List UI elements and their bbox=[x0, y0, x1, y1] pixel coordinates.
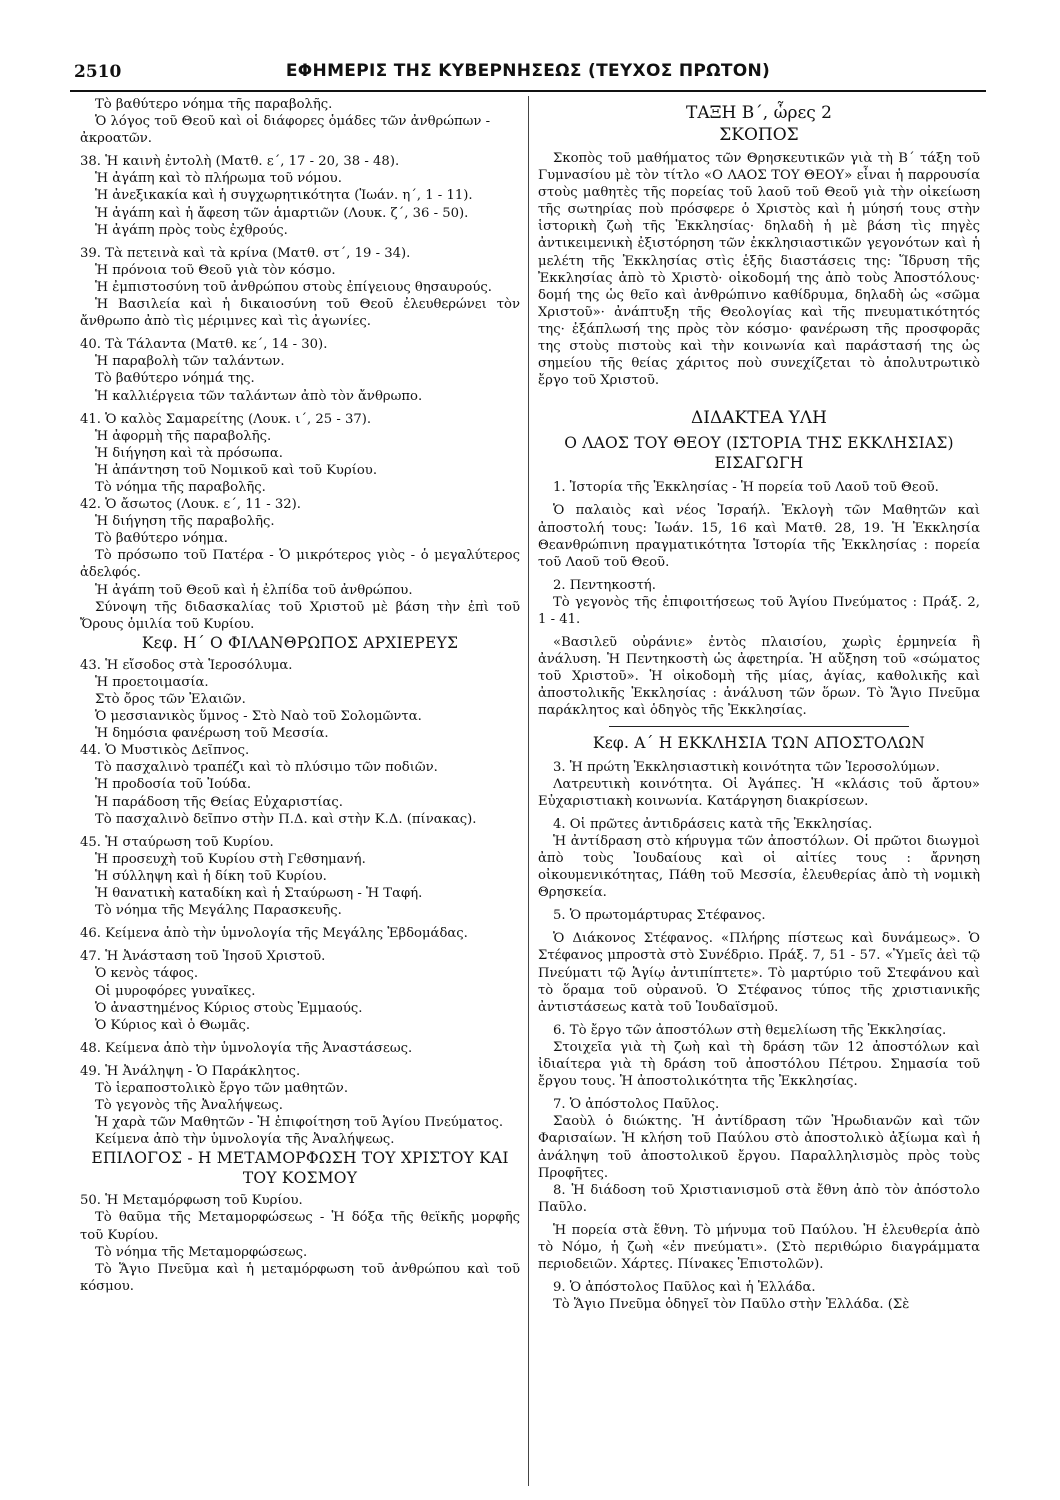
text-line: Τὸ Ἅγιο Πνεῦμα καὶ ἡ μεταμόρφωση τοῦ ἀνθρώπου καὶ τοῦ κόσμου. bbox=[80, 1261, 520, 1294]
text-line: Ἡ ἀγάπη καὶ ἡ ἄφεση τῶν ἁμαρτιῶν (Λουκ. ζ΄, 36 - 50). bbox=[95, 205, 469, 221]
text-line: Τὸ γεγονὸς τῆς Ἀναλήψεως. bbox=[95, 1098, 283, 1114]
item-heading-5: 5. Ὁ πρωτομάρτυρας Στέφανος. bbox=[553, 908, 766, 924]
introduction-heading: ΕΙΣΑΓΩΓΗ bbox=[714, 454, 804, 473]
text-line: Ὁ Κύριος καὶ ὁ Θωμᾶς. bbox=[95, 1017, 251, 1033]
class-heading: ΤΑΞΗ Β΄, ὧρες 2 bbox=[685, 103, 832, 123]
paragraph: Ὁ Διάκονος Στέφανος. «Πλήρης πίστεως καὶ δυνάμεως». Ὁ Στέφανος μπροστὰ στὸ Συνέδριο. Πράξ. 7, 51 - 57. «Ὑμεῖς ἀεὶ τῷ Πνεύματι τῷ Ἁγίῳ ἀντιπίπτετε». Τὸ μαρτύριο τοῦ Στεφάνου καὶ τὸ ὅραμα τοῦ οὐρανοῦ. Ὁ Στέφανος τύπος τῆς χριστιανικῆς ἀντιστάσεως κατὰ τοῦ Ἰουδαϊσμοῦ. bbox=[538, 931, 980, 1015]
text-line: Ἡ σύλληψη καὶ ἡ δίκη τοῦ Κυρίου. bbox=[95, 868, 327, 884]
column-divider bbox=[528, 96, 529, 1486]
text-line: Ὁ ἀναστημένος Κύριος στοὺς Ἐμμαούς. bbox=[95, 1000, 363, 1016]
text-line: Ἡ παράδοση τῆς Θείας Εὐχαριστίας. bbox=[95, 794, 343, 810]
text-line: Ἡ ἀφορμὴ τῆς παραβολῆς. bbox=[95, 428, 272, 444]
text-line: Ἡ Βασιλεία καὶ ἡ δικαιοσύνη τοῦ Θεοῦ ἐλευθερώνει τὸν ἄνθρωπο ἀπὸ τὶς μέριμνες καὶ τὶς ἀγωνίες. bbox=[80, 297, 520, 330]
item-heading-41: 41. Ὁ καλὸς Σαμαρείτης (Λουκ. ι΄, 25 - 37). bbox=[80, 411, 372, 427]
text-line: Τὸ βαθύτερο νόημα τῆς παραβολῆς. bbox=[95, 97, 333, 112]
page-number: 2510 bbox=[74, 62, 122, 82]
text-line: Τὸ πρόσωπο τοῦ Πατέρα - Ὁ μικρότερος γιὸς - ὁ μεγαλύτερος ἀδελφός. bbox=[80, 548, 520, 581]
item-heading-1: 1. Ἱστορία τῆς Ἐκκλησίας - Ἡ πορεία τοῦ Λαοῦ τοῦ Θεοῦ. bbox=[553, 480, 939, 496]
text-line: Τὸ βαθύτερο νόημά της. bbox=[95, 371, 255, 387]
paragraph: «Βασιλεῦ οὐράνιε» ἐντὸς πλαισίου, χωρὶς ἑρμηνεία ἢ ἀνάλυση. Ἡ Πεντηκοστὴ ὡς ἀφετηρία. Ἡ αὔξηση τοῦ «σώματος τοῦ Χριστοῦ». Ἡ οἰκοδομὴ τῆς μίας, ἁγίας, καθολικῆς καὶ ἀποστολικῆς Ἐκκλησίας : ἀνάλυση τῶν ὅρων. Τὸ Ἅγιο Πνεῦμα παράκλητος καὶ ὁδηγὸς τῆς Ἐκκλησίας. bbox=[538, 635, 980, 719]
paragraph: Σαοὺλ ὁ διώκτης. Ἡ ἀντίδραση τῶν Ἡρωδιανῶν καὶ τῶν Φαρισαίων. Ἡ κλήση τοῦ Παύλου στὸ ἀποστολικὸ ἀξίωμα καὶ ἡ ἀνάληψη τοῦ ἀποστολικοῦ ἔργου. Παραλληλισμὸς πρὸς τοὺς Προφῆτες. bbox=[538, 1114, 980, 1181]
text-line: Τὸ νόημα τῆς Μεγάλης Παρασκευῆς. bbox=[95, 903, 342, 919]
item-heading-44: 44. Ὁ Μυστικὸς Δεῖπνος. bbox=[80, 743, 250, 759]
epilogue-heading: ΕΠΙΛΟΓΟΣ - Η ΜΕΤΑΜΟΡΦΩΣΗ ΤΟΥ ΧΡΙΣΤΟΥ ΚΑΙ ΤΟΥ ΚΟΣΜΟΥ bbox=[91, 1149, 509, 1188]
text-line: Ἡ ἀγάπη πρὸς τοὺς ἐχθρούς. bbox=[95, 222, 288, 238]
paragraph: Τὸ γεγονὸς τῆς ἐπιφοιτήσεως τοῦ Ἁγίου Πνεύματος : Πράξ. 2, 1 - 41. bbox=[538, 594, 980, 627]
item-heading-8: 8. Ἡ διάδοση τοῦ Χριστιανισμοῦ στὰ ἔθνη ἀπὸ τὸν ἀπόστολο Παῦλο. bbox=[538, 1182, 980, 1215]
course-title: Ο ΛΑΟΣ ΤΟΥ ΘΕΟΥ (ΙΣΤΟΡΙΑ ΤΗΣ ΕΚΚΛΗΣΙΑΣ) bbox=[564, 434, 954, 453]
text-line: Τὸ θαῦμα τῆς Μεταμορφώσεως - Ἡ δόξα τῆς θεϊκῆς μορφῆς τοῦ Κυρίου. bbox=[80, 1210, 520, 1243]
section-rule bbox=[609, 726, 909, 727]
text-line: Στὸ ὄρος τῶν Ἐλαιῶν. bbox=[95, 692, 246, 707]
text-line: Ὁ μεσσιανικὸς ὕμνος - Στὸ Ναὸ τοῦ Σολομῶντα. bbox=[95, 709, 422, 725]
item-heading-45: 45. Ἡ σταύρωση τοῦ Κυρίου. bbox=[80, 834, 274, 850]
text-line: Ὁ κενὸς τάφος. bbox=[95, 966, 199, 982]
text-line: Ἡ ἐμπιστοσύνη τοῦ ἀνθρώπου στοὺς ἐπίγειους θησαυρούς. bbox=[95, 279, 492, 295]
paragraph: Ὁ παλαιὸς καὶ νέος Ἰσραήλ. Ἐκλογὴ τῶν Μαθητῶν καὶ ἀποστολή τους: Ἰωάν. 15, 16 καὶ Ματθ. 28, 19. Ἡ Ἐκκλησία Θεανθρώπινη πραγματικότητα Ἱστορία τῆς Ἐκκλησίας : πορεία τοῦ Λαοῦ τοῦ Θεοῦ. bbox=[538, 503, 980, 570]
text-line: Οἱ μυροφόρες γυναῖκες. bbox=[95, 983, 256, 999]
text-line: Τὸ ἱεραποστολικὸ ἔργο τῶν μαθητῶν. bbox=[95, 1080, 349, 1096]
gazette-title: ΕΦΗΜΕΡΙΣ ΤΗΣ ΚΥΒΕΡΝΗΣΕΩΣ (ΤΕΥΧΟΣ ΠΡΩΤΟΝ) bbox=[285, 61, 771, 81]
text-line: Ἡ προετοιμασία. bbox=[95, 674, 209, 690]
item-heading-50: 50. Ἡ Μεταμόρφωση τοῦ Κυρίου. bbox=[80, 1193, 303, 1209]
text-line: Ἡ ἀπάντηση τοῦ Νομικοῦ καὶ τοῦ Κυρίου. bbox=[95, 462, 378, 478]
item-heading-40: 40. Τὰ Τάλαντα (Ματθ. κε΄, 14 - 30). bbox=[80, 337, 328, 353]
item-heading-39: 39. Τὰ πετεινὰ καὶ τὰ κρίνα (Ματθ. στ΄, 19 - 34). bbox=[80, 245, 411, 261]
paragraph: Στοιχεῖα γιὰ τὴ ζωὴ καὶ τὴ δράση τῶν 12 ἀποστόλων καὶ ἰδιαίτερα γιὰ τὴ δράση τοῦ ἀποστόλου Πέτρου. Σημασία τοῦ ἔργου τους. Ἡ ἀποστολικότητα τῆς Ἐκκλησίας. bbox=[538, 1039, 980, 1090]
text-line: Ἡ χαρὰ τῶν Μαθητῶν - Ἡ ἐπιφοίτηση τοῦ Ἁγίου Πνεύματος. bbox=[95, 1115, 504, 1131]
paragraph: Τὸ Ἅγιο Πνεῦμα ὁδηγεῖ τὸν Παῦλο στὴν Ἑλλάδα. (Σὲ bbox=[553, 1297, 910, 1313]
item-heading-9: 9. Ὁ ἀπόστολος Παῦλος καὶ ἡ Ἑλλάδα. bbox=[553, 1280, 816, 1296]
paragraph: Λατρευτικὴ κοινότητα. Οἱ Ἀγάπες. Ἡ «κλάσις τοῦ ἄρτου» Εὐχαριστιακὴ κοινωνία. Κατάργηση διακρίσεων. bbox=[538, 776, 980, 809]
text-line: Ἡ ἀγάπη καὶ τὸ πλήρωμα τοῦ νόμου. bbox=[95, 171, 342, 187]
text-line: Τὸ πασχαλινὸ τραπέζι καὶ τὸ πλύσιμο τῶν ποδιῶν. bbox=[95, 760, 438, 776]
item-heading-2: 2. Πεντηκοστή. bbox=[553, 577, 656, 593]
text-line: Ὁ λόγος τοῦ Θεοῦ καὶ οἱ διάφορες ὁμάδες τῶν ἀνθρώπων - ἀκροατῶν. bbox=[80, 114, 491, 147]
item-heading-46: 46. Κείμενα ἀπὸ τὴν ὑμνολογία τῆς Μεγάλης Ἑβδομάδας. bbox=[80, 926, 468, 942]
header-rule bbox=[70, 90, 986, 92]
purpose-heading: ΣΚΟΠΟΣ bbox=[719, 125, 799, 145]
item-heading-6: 6. Τὸ ἔργο τῶν ἀποστόλων στὴ θεμελίωση τῆς Ἐκκλησίας. bbox=[553, 1022, 947, 1038]
text-line: Ἡ διήγηση τῆς παραβολῆς. bbox=[95, 514, 275, 530]
text-line: Τὸ πασχαλινὸ δεῖπνο στὴν Π.Δ. καὶ στὴν Κ.Δ. (πίνακας). bbox=[95, 811, 477, 827]
text-line: Ἡ διήγηση καὶ τὰ πρόσωπα. bbox=[95, 445, 283, 461]
right-column bbox=[538, 96, 980, 1313]
chapter-heading-8: Κεφ. Η΄ Ο ΦΙΛΑΝΘΡΩΠΟΣ ΑΡΧΙΕΡΕΥΣ bbox=[141, 633, 459, 652]
item-heading-47: 47. Ἡ Ἀνάσταση τοῦ Ἰησοῦ Χριστοῦ. bbox=[80, 949, 326, 965]
item-heading-38: 38. Ἡ καινὴ ἐντολὴ (Ματθ. ε΄, 17 - 20, 38 - 48). bbox=[80, 154, 400, 170]
text-line: Τὸ βαθύτερο νόημα. bbox=[95, 531, 228, 547]
text-line: Ἡ θανατικὴ καταδίκη καὶ ἡ Σταύρωση - Ἡ Ταφή. bbox=[95, 886, 423, 902]
page-header bbox=[70, 58, 986, 88]
text-line: Ἡ ἀγάπη τοῦ Θεοῦ καὶ ἡ ἐλπίδα τοῦ ἀνθρώπου. bbox=[95, 582, 413, 598]
text-line: Σύνοψη τῆς διδασκαλίας τοῦ Χριστοῦ μὲ βάση τὴν ἐπὶ τοῦ Ὄρους ὁμιλία τοῦ Κυρίου. bbox=[80, 599, 520, 632]
text-line: Κείμενα ἀπὸ τὴν ὑμνολογία τῆς Ἀναλήψεως. bbox=[95, 1132, 395, 1148]
syllabus-heading: ΔΙΔΑΚΤΕΑ ΥΛΗ bbox=[691, 408, 827, 429]
text-line: Ἡ καλλιέργεια τῶν ταλάντων ἀπὸ τὸν ἄνθρωπο. bbox=[95, 388, 423, 404]
left-column bbox=[80, 96, 520, 1295]
text-line: Ἡ προσευχὴ τοῦ Κυρίου στὴ Γεθσημανή. bbox=[95, 851, 366, 867]
item-heading-4: 4. Οἱ πρῶτες ἀντιδράσεις κατὰ τῆς Ἐκκλησίας. bbox=[553, 816, 873, 832]
item-heading-7: 7. Ὁ ἀπόστολος Παῦλος. bbox=[553, 1097, 720, 1113]
text-line: Ἡ ἀνεξικακία καὶ ἡ συγχωρητικότητα (Ἰωάν. η΄, 1 - 11). bbox=[95, 188, 473, 204]
item-heading-42: 42. Ὁ ἄσωτος (Λουκ. ε΄, 11 - 32). bbox=[80, 497, 301, 513]
text-line: Τὸ νόημα τῆς παραβολῆς. bbox=[95, 479, 266, 495]
text-line: Ἡ πρόνοια τοῦ Θεοῦ γιὰ τὸν κόσμο. bbox=[95, 262, 336, 278]
paragraph: Ἡ πορεία στὰ ἔθνη. Τὸ μήνυμα τοῦ Παύλου. Ἡ ἐλευθερία ἀπὸ τὸ Νόμο, ἡ ζωὴ «ἐν πνεύματι». (Στὸ περιθώριο διαγράμματα περιοδειῶν. Χάρτες. Πίνακες Ἐπιστολῶν). bbox=[538, 1222, 980, 1273]
text-line: Ἡ δημόσια φανέρωση τοῦ Μεσσία. bbox=[95, 726, 329, 742]
text-line: Ἡ παραβολὴ τῶν ταλάντων. bbox=[95, 354, 285, 370]
chapter-heading-a: Κεφ. Α΄ Η ΕΚΚΛΗΣΙΑ ΤΩΝ ΑΠΟΣΤΟΛΩΝ bbox=[592, 733, 926, 752]
item-heading-49: 49. Ἡ Ἀνάληψη - Ὁ Παράκλητος. bbox=[80, 1063, 301, 1079]
paragraph: Ἡ ἀντίδραση στὸ κήρυγμα τῶν ἀποστόλων. Οἱ πρῶτοι διωγμοὶ ἀπὸ τοὺς Ἰουδαίους καὶ οἱ αἰτίες τους : ἄρνηση οἰκουμενικότητας, Πάθη τοῦ Μεσσία, ἐλευθερίας ἀπὸ τὴ νομικὴ Θρησκεία. bbox=[538, 833, 980, 901]
item-heading-3: 3. Ἡ πρώτη Ἐκκλησιαστικὴ κοινότητα τῶν Ἱεροσολύμων. bbox=[553, 759, 940, 775]
item-heading-48: 48. Κείμενα ἀπὸ τὴν ὑμνολογία τῆς Ἀναστάσεως. bbox=[80, 1040, 413, 1056]
text-line: Ἡ προδοσία τοῦ Ἰούδα. bbox=[95, 777, 252, 793]
text-line: Τὸ νόημα τῆς Μεταμορφώσεως. bbox=[95, 1244, 308, 1260]
purpose-paragraph: Σκοπὸς τοῦ μαθήματος τῶν Θρησκευτικῶν γιὰ τὴ Β΄ τάξη τοῦ Γυμνασίου μὲ τὸν τίτλο «Ο ΛΑΟΣ ΤΟΥ ΘΕΟΥ» εἶναι ἡ παρρουσία στοὺς μαθητὲς τῆς πορείας τοῦ λαοῦ τοῦ Θεοῦ γιὰ τὴν οἰκείωση τῆς σωτηρίας ποὺ πρόσφερε ὁ Χριστὸς καὶ ἡ μύησή τους στὴν ἱστορικὴ ζωὴ τῆς Ἐκκλησίας· δηλαδὴ ἡ μὲ βάση τὶς πηγὲς ἀντικειμενικὴ ἐξιστόρηση τῶν ἐκκλησιαστικῶν γεγονότων καὶ ἡ μελέτη τῆς Ἐκκλησίας στὶς ἑξῆς διαστάσεις της: Ἵδρυση τῆς Ἐκκλησίας ἀπὸ τὸ Χριστὸ· οἰκοδομή της ἀπὸ τοὺς Ἀποστόλους· δομή της ὡς θεῖο καὶ ἀνθρώπινο καθίδρυμα, δηλαδὴ ὡς «σῶμα Χριστοῦ»· ἀνάπτυξη τῆς Θεολογίας καὶ τῆς πνευματικότητός της· ἐξάπλωσή της πρὸς τὸν κόσμο· φανέρωση τῆς προσφορᾶς της στοὺς πιστοὺς καὶ τὴν κοινωνία καὶ παράστασή της ὡς σημείου τῆς θείας χάριτος ποὺ συνεχίζεται τὸ ἀπολυτρωτικὸ ἔργο τοῦ Χριστοῦ. bbox=[538, 151, 980, 389]
item-heading-43: 43. Ἡ εἴσοδος στὰ Ἱεροσόλυμα. bbox=[80, 657, 293, 673]
